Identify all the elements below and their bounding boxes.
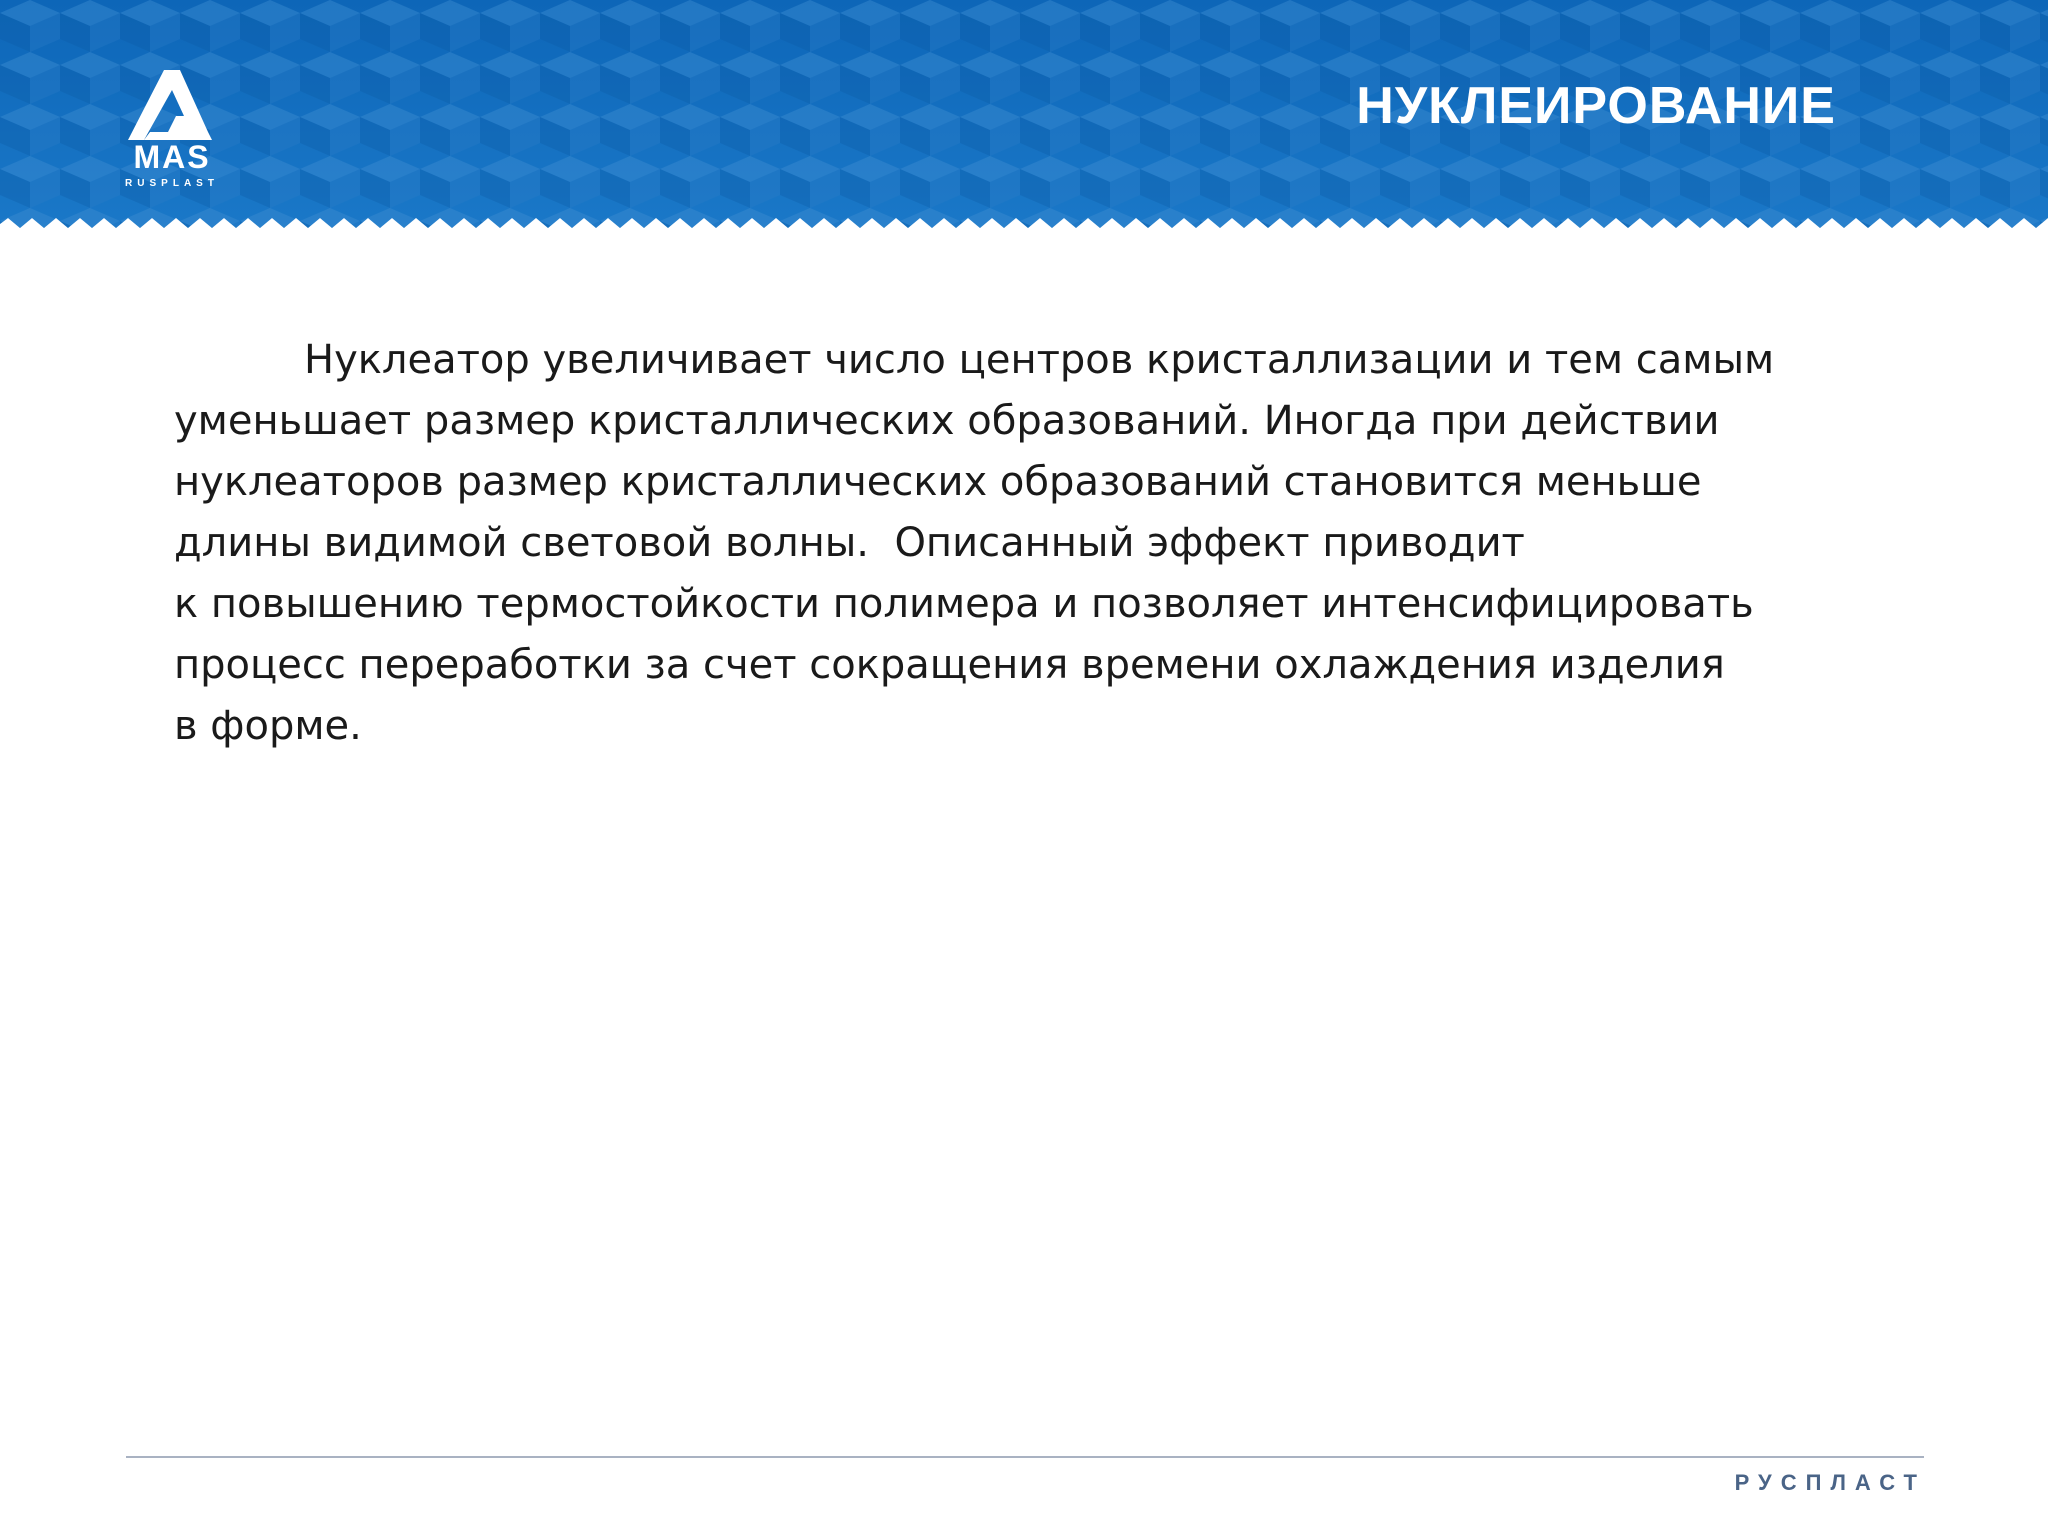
svg-text:MAS: MAS	[133, 139, 211, 175]
header-banner	[0, 0, 2048, 236]
body-paragraph	[174, 330, 1834, 757]
body-line: уменьшает размер кристаллических образований. Иногда при действии	[174, 398, 1720, 444]
body-line: в форме.	[174, 703, 362, 749]
body-line: Нуклеатор увеличивает число центров кристаллизации и тем самым	[304, 337, 1775, 383]
footer-divider	[126, 1456, 1924, 1458]
body-line: длины видимой световой волны. Описанный эффект приводит	[174, 520, 1525, 566]
footer-brand: РУСПЛАСТ	[1734, 1470, 1926, 1495]
body-line: процесс переработки за счет сокращения времени охлаждения изделия	[174, 642, 1725, 688]
body-line: нуклеаторов размер кристаллических образований становится меньше	[174, 459, 1702, 505]
body-line: к повышению термостойкости полимера и позволяет интенсифицировать	[174, 581, 1754, 627]
mas-rusplast-logo-icon	[108, 62, 236, 192]
svg-text:RUSPLAST: RUSPLAST	[125, 178, 219, 189]
slide-title: НУКЛЕИРОВАНИЕ	[1356, 77, 1836, 135]
